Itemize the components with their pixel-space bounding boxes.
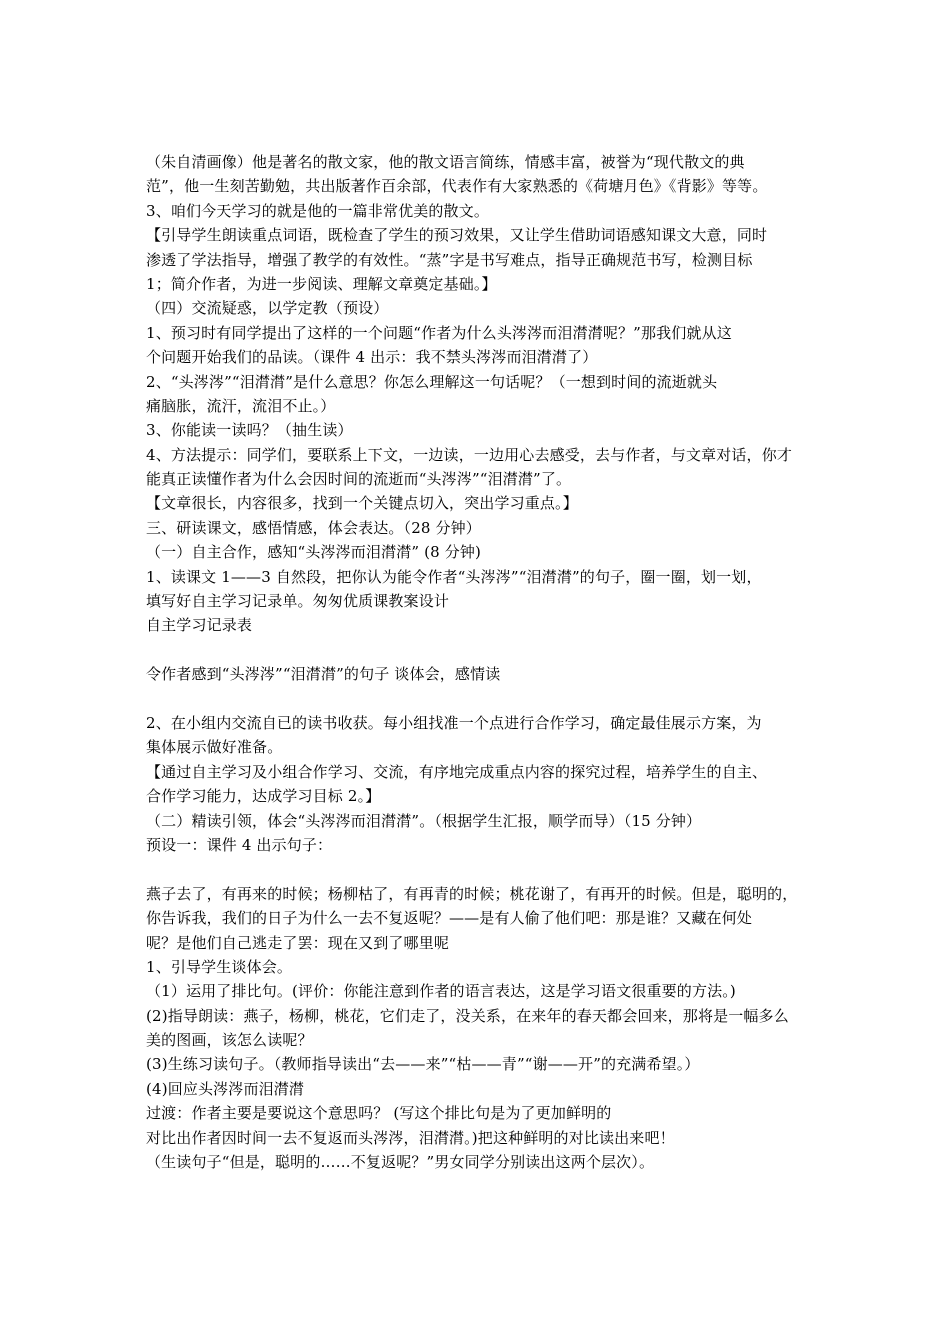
text-line: 痛脑胀，流汗，流泪不止。） (146, 396, 336, 415)
section-heading: （二）精读引领，体会“头涔涔而泪潸潸”。（根据学生汇报，顺学而导）（15 分钟） (146, 811, 702, 830)
text-line: 填写好自主学习记录单。匆匆优质课教案设计 (146, 592, 450, 611)
text-line: 集体展示做好准备。 (146, 738, 283, 757)
blank-line (146, 857, 811, 881)
text-line: 能真正读懂作者为什么会因时间的流逝而“头涔涔”“泪潸潸”了。 (146, 470, 572, 489)
quote-line: 你告诉我，我们的日子为什么一去不复返呢？——是有人偷了他们吧：那是谁？又藏在何处 (146, 909, 753, 928)
text-line: 1、读课文 1——3 自然段，把你认为能令作者“头涔涔”“泪潸潸”的句子，圈一圈，划一划， (146, 567, 762, 586)
text-line: 1、引导学生谈体会。 (146, 957, 293, 976)
text-line: (4)回应头涔涔而泪潸潸 (146, 1079, 305, 1098)
text-line: 渗透了学法指导，增强了教学的有效性。“蒸”字是书写难点，指导正确规范书写，检测目标 (146, 250, 753, 269)
text-line: 【引导学生朗读重点词语，既检查了学生的预习效果，又让学生借助词语感知课文大意，同时 (146, 226, 768, 245)
text-line: 3、你能读一读吗？（抽生读） (146, 421, 353, 440)
blank-line (146, 638, 811, 662)
text-line: 2、在小组内交流自已的读书收获。每小组找准一个点进行合作学习，确定最佳展示方案，为 (146, 713, 762, 732)
document-body (146, 150, 811, 1174)
text-line: 1；简介作者，为进一步阅读、理解文章奠定基础。】 (146, 274, 497, 293)
text-line: 合作学习能力，达成学习目标 2。】 (146, 787, 381, 806)
text-line: 3、咱们今天学习的就是他的一篇非常优美的散文。 (146, 201, 489, 220)
text-line: (2)指导朗读：燕子，杨柳，桃花，它们走了，没关系，在来年的春天都会回来，那将是一幅多么 (146, 1006, 789, 1025)
text-line: 【通过自主学习及小组合作学习、交流，有序地完成重点内容的探究过程，培养学生的自主、 (146, 762, 768, 781)
table-title: 自主学习记录表 (146, 616, 253, 635)
text-line: （1）运用了排比句。(评价：你能注意到作者的语言表达，这是学习语文很重要的方法。) (146, 982, 736, 1001)
text-line: 4、方法提示：同学们，要联系上下文，一边读，一边用心去感受，去与作者，与文章对话，你才 (146, 445, 792, 464)
section-heading: （一）自主合作，感知“头涔涔而泪潸潸” (8 分钟) (146, 543, 482, 562)
section-heading: 三、研读课文，感悟情感，体会表达。（28 分钟） (146, 518, 481, 537)
text-line: 过渡：作者主要是要说这个意思吗？ (写这个排比句是为了更加鲜明的 (146, 1104, 612, 1123)
quote-line: 呢？是他们自己逃走了罢：现在又到了哪里呢 (146, 933, 450, 952)
text-line: 2、“头涔涔”“泪潸潸”是什么意思？你怎么理解这一句话呢？（一想到时间的流逝就头 (146, 372, 718, 391)
text-line: 对比出作者因时间一去不复返而头涔涔，泪潸潸。)把这种鲜明的对比读出来吧！ (146, 1128, 675, 1147)
text-line: 【文章很长，内容很多，找到一个关键点切入，突出学习重点。】 (146, 494, 578, 513)
text-line: 预设一：课件 4 出示句子： (146, 835, 333, 854)
text-line: (3)生练习读句子。（教师指导读出“去——来”“枯——青”“谢——开”的充满希望。） (146, 1055, 700, 1074)
text-line: 范”，他一生刻苦勤勉，共出版著作百余部，代表作有大家熟悉的《荷塘月色》《背影》等等。 (146, 177, 768, 196)
text-line: 美的图画，该怎么读呢？ (146, 1031, 313, 1050)
text-line: 1、预习时有同学提出了这样的一个问题“作者为什么头涔涔而泪潸潸呢？”那我们就从这 (146, 323, 732, 342)
text-line: （朱自清画像）他是著名的散文家，他的散文语言简练，情感丰富，被誉为“现代散文的典 (146, 153, 745, 171)
blank-line (146, 687, 811, 711)
section-heading: （四）交流疑惑，以学定教（预设） (146, 299, 389, 318)
quote-line: 燕子去了，有再来的时候；杨柳枯了，有再青的时候；桃花谢了，有再开的时候。但是，聪明的， (146, 884, 798, 903)
table-header: 令作者感到“头涔涔”“泪潸潸”的句子 谈体会，感情读 (146, 665, 501, 684)
text-line: 个问题开始我们的品读。（课件 4 出示：我不禁头涔涔而泪潸潸了） (146, 348, 598, 367)
text-line: （生读句子“但是，聪明的……不复返呢？”男女同学分别读出这两个层次）。 (146, 1153, 655, 1172)
